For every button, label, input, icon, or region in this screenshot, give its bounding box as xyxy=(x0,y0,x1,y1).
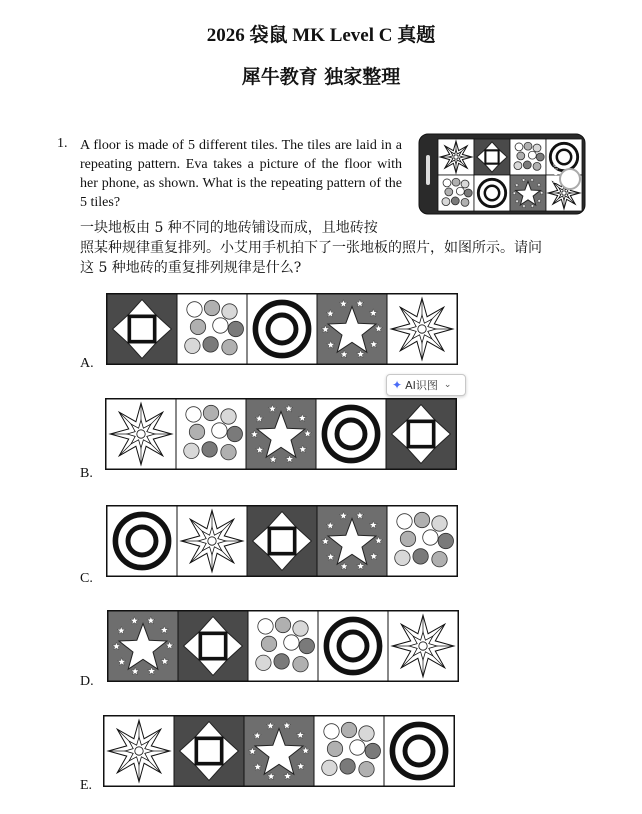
dots-tile xyxy=(387,506,457,576)
arrows-tile xyxy=(386,399,456,469)
option-tile-row[interactable] xyxy=(103,715,455,787)
rings-tile xyxy=(546,139,582,175)
ai-image-recognition-button[interactable] xyxy=(386,374,466,396)
rings-tile xyxy=(107,506,177,576)
arrows-tile xyxy=(474,139,510,175)
flower-tile xyxy=(104,716,174,786)
arrows-tile xyxy=(247,506,317,576)
rings-tile xyxy=(316,399,386,469)
dots-tile xyxy=(248,611,318,681)
question-text-chinese-line: 这 5 种地砖的重复排列规律是什么? xyxy=(80,260,302,276)
dots-tile xyxy=(438,175,474,211)
arrows-tile xyxy=(178,611,248,681)
page-subtitle: 犀牛教育 独家整理 xyxy=(241,66,401,88)
arrows-tile xyxy=(174,716,244,786)
option-tile-row[interactable] xyxy=(107,610,459,682)
option-label: B. xyxy=(80,466,93,481)
arrows-tile xyxy=(107,294,177,364)
dots-tile xyxy=(314,716,384,786)
dots-tile xyxy=(510,139,546,175)
flower-tile xyxy=(387,294,457,364)
dots-tile xyxy=(177,294,247,364)
question-text-english: A floor is made of 5 different tiles. The tiles are laid in a repeating pattern. Eva takes a picture of the floor with her phone, as shown. What is the repeating pattern of the 5 tiles? xyxy=(80,138,402,210)
option-label: D. xyxy=(80,674,94,689)
sparkle-icon: ✦ xyxy=(392,378,403,392)
option-label: E. xyxy=(80,778,93,793)
star-tile xyxy=(317,294,387,364)
dots-tile xyxy=(176,399,246,469)
flower-tile xyxy=(438,139,474,175)
option-tile-row[interactable] xyxy=(106,505,458,577)
rings-tile xyxy=(384,716,454,786)
rings-tile xyxy=(318,611,388,681)
rings-tile xyxy=(474,175,510,211)
star-tile xyxy=(108,611,178,681)
star-tile xyxy=(510,175,546,211)
option-tile-row[interactable] xyxy=(105,398,457,470)
option-label: C. xyxy=(80,571,93,586)
flower-tile xyxy=(177,506,247,576)
option-label: A. xyxy=(80,356,94,371)
phone-photo xyxy=(418,133,586,215)
star-tile xyxy=(246,399,316,469)
rings-tile xyxy=(247,294,317,364)
flower-tile xyxy=(106,399,176,469)
flower-tile xyxy=(388,611,458,681)
chevron-down-icon: ⌄ xyxy=(443,380,452,390)
question-text-chinese xyxy=(80,218,600,278)
star-tile xyxy=(244,716,314,786)
page-title: 2026 袋鼠 MK Level C 真题 xyxy=(206,25,436,46)
question-number: 1. xyxy=(57,136,68,151)
phone-photo-label: PHOTO xyxy=(553,162,560,184)
question-text-chinese-line: 一块地板由 5 种不同的地砖铺设而成，且地砖按 xyxy=(80,220,378,236)
star-tile xyxy=(317,506,387,576)
question-text-chinese-line: 照某种规律重复排列。小艾用手机拍下了一张地板的照片，如图所示。请问 xyxy=(80,240,542,256)
option-tile-row[interactable] xyxy=(106,293,458,365)
ai-button-label: AI识图 xyxy=(405,379,438,392)
